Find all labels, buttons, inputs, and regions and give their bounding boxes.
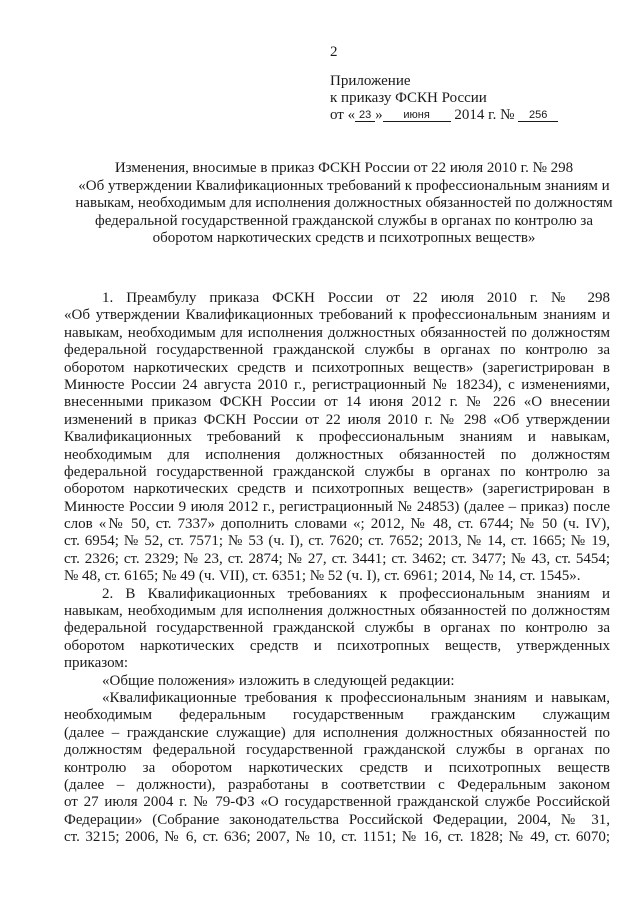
title-line: федеральной государственной гражданской службы в органах по контролю за	[94, 212, 594, 229]
body-line: ст. 3215; 2006, № 6, ст. 636; 2007, № 10, ст. 1151; № 16, ст. 1828; № 49, ст. 6070;	[64, 829, 610, 846]
day-suffix: »	[375, 107, 383, 123]
order-number-field: 256	[518, 109, 558, 122]
body-line: 1. Преамбулу приказа ФСКН России от 22 июля 2010 г. № 298	[102, 290, 610, 306]
body-line: навыкам, необходимым для исполнения должностных обязанностей по должностям	[64, 324, 610, 341]
body-line: навыкам, необходимым для исполнения должностных обязанностей по должностям	[64, 603, 610, 620]
body-line: слов «№ 50, ст. 7337» дополнить словами «; 2012, № 48, ст. 6744; № 50 (ч. IV),	[64, 516, 610, 533]
document-title	[64, 160, 624, 248]
body-line: необходимым федеральным государственным гражданским служащим	[64, 707, 610, 724]
year-and-number-label: 2014 г. №	[454, 107, 515, 123]
body-line: (далее – должности), разработаны в соответствии с Федеральным законом	[64, 776, 610, 793]
appendix-label: Приложение	[330, 73, 411, 89]
body-line: от 27 июля 2004 г. № 79-ФЗ «О государственной гражданской службе Российской	[64, 794, 610, 811]
day-field: 23	[355, 109, 375, 122]
body-line: «Квалификационные требования к профессиональным знаниям и навыкам,	[102, 689, 610, 706]
body-line: Минюсте России 24 августа 2010 г., регистрационный № 18234), с изменениями,	[64, 376, 610, 393]
body-line: Минюсте России 9 июля 2012 г., регистрационный № 24853) (далее – приказ) после	[64, 498, 610, 515]
body-line: федеральной государственной гражданской службы в органах по контролю за	[64, 620, 610, 637]
appendix-block	[330, 73, 558, 124]
title-line: оборотом наркотических средств и психотропных веществ»	[152, 230, 536, 246]
body-line: ст. 2326; ст. 2329; № 23, ст. 2874; № 27, ст. 3441; ст. 3462; ст. 3477; № 43, ст. 5454;	[64, 550, 610, 567]
body-line: контролю за оборотом наркотических средств и психотропных веществ	[64, 759, 610, 776]
body-line: федеральной государственной гражданской службы в органах по контролю за	[64, 342, 610, 359]
title-line: навыкам, необходимым для исполнения должностных обязанностей по должностям	[75, 195, 613, 211]
body-line: (далее – гражданские служащие) для исполнения должностных обязанностей по	[64, 724, 610, 741]
body-line: оборотом наркотических средств и психотропных веществ, утвержденных	[64, 637, 610, 654]
body-line: № 48, ст. 6165; № 49 (ч. VII), ст. 6351; № 52 (ч. I), ст. 6961; 2014, № 14, ст. 1545».	[64, 568, 581, 585]
body-line: внесенными приказом ФСКН России от 14 июня 2012 г. № 226 «О внесении	[64, 394, 610, 411]
title-line: «Об утверждении Квалификационных требований к профессиональным знаниям и	[78, 177, 610, 194]
body-line: необходимым для исполнения должностных обязанностей по должностям	[64, 446, 610, 463]
body-line: приказом:	[64, 655, 128, 672]
body-line: оборотом наркотических средств и психотропных веществ» (зарегистрирован в	[64, 359, 610, 376]
body-line: изменений в приказ ФСКН России от 22 июля 2010 г. № 298 «Об утверждении	[64, 411, 610, 428]
month-field: июня	[383, 109, 451, 122]
body-line: Федерации» (Собрание законодательства Российской Федерации, 2004, № 31,	[64, 811, 610, 828]
body-line: «Об утверждении Квалификационных требований к профессиональным знаниям и	[64, 307, 610, 324]
body-line: оборотом наркотических средств и психотропных веществ» (зарегистрирован в	[64, 481, 610, 498]
body-line: «Общие положения» изложить в следующей редакции:	[102, 672, 455, 689]
appendix-date-line	[330, 107, 558, 124]
appendix-order-ref: к приказу ФСКН России	[330, 90, 487, 106]
body-line: Квалификационных требований к профессиональным знаниям и навыкам,	[64, 429, 610, 446]
document-body	[64, 290, 610, 847]
title-line: Изменения, вносимые в приказ ФСКН России от 22 июля 2010 г. № 298	[114, 160, 574, 176]
date-prefix: от «	[330, 107, 356, 123]
body-line: должностям федеральной государственной гражданской службы в органах по	[64, 742, 610, 759]
page-number: 2	[330, 44, 338, 60]
body-line: ст. 6954; № 52, ст. 7571; № 53 (ч. I), ст. 7620; ст. 7652; 2013, № 14, ст. 1665; № 19,	[64, 533, 610, 550]
body-line: 2. В Квалификационных требованиях к профессиональным знаниям и	[102, 585, 610, 602]
body-line: федеральной государственной гражданской службы в органах по контролю за	[64, 463, 610, 480]
